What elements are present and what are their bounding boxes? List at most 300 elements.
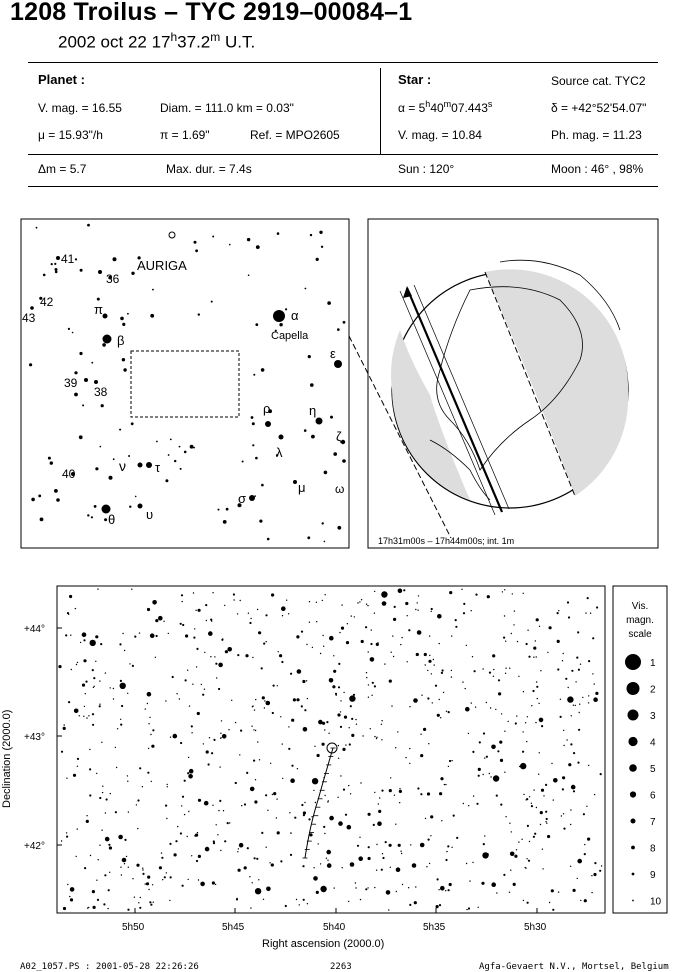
chart-star xyxy=(491,882,496,887)
finder-star xyxy=(30,306,34,310)
finder-star xyxy=(87,224,90,227)
chart-star xyxy=(349,743,351,745)
finder-star xyxy=(277,232,280,235)
chart-star xyxy=(337,713,340,716)
chart-star xyxy=(272,712,274,714)
chart-star xyxy=(436,905,439,908)
chart-star xyxy=(124,839,126,841)
chart-star xyxy=(486,756,488,758)
finder-star xyxy=(94,380,98,384)
chart-star xyxy=(225,650,228,653)
chart-star xyxy=(378,810,381,813)
chart-star xyxy=(456,837,458,839)
chart-star xyxy=(563,745,564,746)
chart-star xyxy=(318,720,323,725)
chart-star xyxy=(389,844,392,847)
finder-star xyxy=(40,518,44,522)
chart-star xyxy=(560,716,562,718)
chart-star xyxy=(269,862,270,863)
xtick-label: 5h35 xyxy=(423,922,446,933)
chart-star xyxy=(263,643,265,645)
chart-star xyxy=(235,722,236,723)
chart-star xyxy=(351,615,352,616)
chart-star xyxy=(261,832,263,834)
chart-star xyxy=(254,857,256,859)
chart-star xyxy=(396,891,397,892)
finder-star-label: β xyxy=(117,333,125,348)
chart-star xyxy=(228,729,229,730)
chart-star xyxy=(418,595,419,596)
chart-star xyxy=(416,653,419,656)
chart-star xyxy=(77,662,78,663)
chart-star xyxy=(61,840,62,841)
chart-star xyxy=(282,743,283,744)
chart-star xyxy=(280,860,282,862)
chart-star xyxy=(505,673,506,674)
chart-star xyxy=(297,768,298,769)
finder-star-label: η xyxy=(309,403,317,418)
chart-star xyxy=(312,647,313,648)
scale-dot xyxy=(632,900,634,902)
chart-star xyxy=(278,651,279,652)
chart-star xyxy=(545,821,546,822)
chart-star xyxy=(374,792,375,793)
chart-star xyxy=(167,786,168,787)
finder-star-label: 40 xyxy=(62,467,76,481)
chart-star xyxy=(120,719,121,720)
chart-star xyxy=(558,610,559,611)
chart-star xyxy=(482,668,483,669)
finder-star xyxy=(333,452,337,456)
finder-star xyxy=(179,446,181,448)
chart-star xyxy=(120,867,121,868)
chart-star xyxy=(356,724,357,725)
chart-star xyxy=(145,708,146,709)
chart-star xyxy=(563,730,564,731)
chart-star xyxy=(239,843,244,848)
chart-star xyxy=(415,886,416,887)
chart-star xyxy=(115,811,117,813)
chart-star xyxy=(580,664,581,665)
chart-star xyxy=(525,722,526,723)
chart-star xyxy=(281,606,286,611)
chart-star xyxy=(70,887,75,892)
chart-star xyxy=(583,813,585,815)
finder-star xyxy=(330,416,333,419)
chart-star xyxy=(99,704,100,705)
chart-star xyxy=(169,843,171,845)
scale-label: 5 xyxy=(650,764,656,775)
chart-star xyxy=(71,669,72,670)
chart-star xyxy=(134,897,135,898)
finder-star xyxy=(138,504,143,509)
chart-star xyxy=(432,702,433,703)
chart-star xyxy=(150,633,155,638)
chart-star xyxy=(370,643,372,645)
chart-star xyxy=(427,697,429,699)
chart-star xyxy=(88,715,89,716)
chart-star xyxy=(326,850,331,855)
finder-star xyxy=(259,520,262,523)
chart-star xyxy=(206,620,207,621)
chart-star xyxy=(122,633,123,634)
chart-star xyxy=(405,757,406,758)
chart-star xyxy=(151,781,152,782)
xtick-label: 5h50 xyxy=(122,922,145,933)
chart-star xyxy=(266,887,271,892)
chart-star xyxy=(483,774,484,775)
chart-star xyxy=(518,676,519,677)
chart-star xyxy=(188,774,193,779)
chart-star xyxy=(127,775,128,776)
chart-star xyxy=(449,760,451,762)
chart-star xyxy=(365,626,367,628)
chart-star xyxy=(587,597,589,599)
chart-star xyxy=(188,811,189,812)
chart-star xyxy=(75,608,76,609)
chart-star xyxy=(266,641,267,642)
chart-star xyxy=(447,845,449,847)
chart-star xyxy=(180,623,182,625)
chart-star xyxy=(128,811,129,812)
chart-star xyxy=(562,788,564,790)
chart-star xyxy=(180,832,182,834)
chart-star xyxy=(449,591,452,594)
chart-star xyxy=(575,705,576,706)
chart-star xyxy=(371,695,372,696)
chart-star xyxy=(70,898,73,901)
chart-star xyxy=(472,862,473,863)
chart-star xyxy=(453,815,455,817)
chart-star xyxy=(127,693,128,694)
chart-star xyxy=(440,886,445,891)
chart-star xyxy=(511,831,512,832)
chart-star xyxy=(288,613,289,614)
chart-star xyxy=(238,869,241,872)
chart-star xyxy=(573,752,575,754)
chart-star xyxy=(313,876,318,881)
chart-star xyxy=(576,657,578,659)
chart-star xyxy=(253,729,254,730)
chart-star xyxy=(208,631,213,636)
chart-star xyxy=(266,701,271,706)
finder-star xyxy=(103,335,112,344)
star-chart-frame xyxy=(57,586,605,913)
chart-star xyxy=(164,876,166,878)
chart-star xyxy=(561,815,562,816)
ytick-label: +44° xyxy=(24,624,45,635)
chart-star xyxy=(139,907,141,909)
chart-star xyxy=(224,605,225,606)
chart-star xyxy=(316,621,317,622)
chart-star xyxy=(449,883,452,886)
chart-star xyxy=(193,637,195,639)
chart-star xyxy=(132,878,133,879)
chart-star xyxy=(431,673,432,674)
chart-star xyxy=(101,742,102,743)
chart-star xyxy=(592,673,593,674)
chart-star xyxy=(309,622,310,623)
chart-star xyxy=(127,909,129,911)
finder-star xyxy=(180,468,182,470)
chart-star xyxy=(451,635,452,636)
finder-star xyxy=(324,541,326,543)
chart-star xyxy=(374,591,375,592)
chart-star xyxy=(168,633,169,634)
chart-star xyxy=(345,814,347,816)
chart-star xyxy=(427,670,428,671)
chart-star xyxy=(361,599,362,600)
chart-star xyxy=(588,765,589,766)
chart-star xyxy=(520,763,526,769)
chart-star xyxy=(489,672,491,674)
finder-star xyxy=(36,227,38,229)
chart-star xyxy=(495,709,496,710)
finder-star-label: υ xyxy=(146,507,154,522)
chart-star xyxy=(350,705,352,707)
chart-star xyxy=(359,601,360,602)
ytick-label: +43° xyxy=(24,732,45,743)
chart-star xyxy=(244,803,246,805)
chart-star xyxy=(271,863,274,866)
chart-star xyxy=(374,887,375,888)
finder-star xyxy=(131,422,134,425)
chart-star xyxy=(239,754,240,755)
chart-star xyxy=(570,743,572,745)
chart-star xyxy=(120,724,122,726)
chart-star xyxy=(420,793,422,795)
chart-star xyxy=(248,613,249,614)
chart-star xyxy=(100,643,102,645)
chart-star xyxy=(258,879,259,880)
chart-star xyxy=(376,738,377,739)
chart-star xyxy=(85,681,87,683)
chart-star xyxy=(221,720,222,721)
finder-star xyxy=(279,435,284,440)
chart-star xyxy=(212,592,213,593)
finder-star xyxy=(94,505,97,508)
chart-star xyxy=(170,876,172,878)
scale-title-line3: scale xyxy=(628,629,652,640)
chart-star xyxy=(529,841,530,842)
chart-star xyxy=(254,709,255,710)
finder-star xyxy=(74,371,77,374)
chart-star xyxy=(528,656,530,658)
finder-star xyxy=(304,429,307,432)
chart-star xyxy=(66,836,68,838)
chart-star xyxy=(120,680,122,682)
chart-star xyxy=(66,832,67,833)
chart-star xyxy=(323,646,324,647)
chart-star xyxy=(451,847,452,848)
chart-star xyxy=(285,905,287,907)
chart-star xyxy=(240,730,242,732)
chart-star xyxy=(437,878,439,880)
chart-star xyxy=(276,798,277,799)
chart-star xyxy=(93,906,96,909)
chart-star xyxy=(439,699,440,700)
chart-star xyxy=(392,635,393,636)
chart-star xyxy=(388,909,389,910)
chart-star xyxy=(398,589,403,594)
finder-star xyxy=(321,246,323,248)
chart-star xyxy=(529,796,530,797)
chart-star xyxy=(371,629,372,630)
sun-elongation: Sun : 120° xyxy=(398,162,455,176)
chart-star xyxy=(280,716,281,717)
finder-star xyxy=(79,352,82,355)
chart-star xyxy=(545,784,547,786)
finder-star xyxy=(285,308,287,310)
chart-star xyxy=(113,698,114,699)
chart-star xyxy=(187,772,189,774)
chart-star xyxy=(70,635,71,636)
chart-star xyxy=(189,705,190,706)
chart-star xyxy=(208,763,210,765)
chart-star xyxy=(355,882,356,883)
chart-star xyxy=(107,908,108,909)
chart-star xyxy=(571,785,576,790)
chart-star xyxy=(538,703,539,704)
chart-star xyxy=(240,600,241,601)
finder-star xyxy=(218,509,220,511)
chart-star xyxy=(191,732,192,733)
chart-star xyxy=(255,779,256,780)
chart-star xyxy=(546,823,547,824)
chart-star xyxy=(329,816,334,821)
finder-star xyxy=(135,496,137,498)
chart-star xyxy=(592,637,594,639)
chart-star xyxy=(553,799,554,800)
chart-star xyxy=(82,632,87,637)
chart-star xyxy=(66,778,67,779)
chart-star xyxy=(297,669,302,674)
ytick-label: +42° xyxy=(24,841,45,852)
chart-star xyxy=(188,757,189,758)
scale-label: 2 xyxy=(650,684,656,696)
chart-star xyxy=(526,643,528,645)
chart-star xyxy=(205,847,210,852)
finder-star-label: θ xyxy=(108,512,116,527)
chart-star xyxy=(337,797,338,798)
chart-star xyxy=(370,728,371,729)
chart-star xyxy=(412,863,417,868)
chart-star xyxy=(289,812,290,813)
finder-star xyxy=(72,332,74,334)
chart-star xyxy=(182,624,184,626)
chart-star xyxy=(399,802,400,803)
chart-star xyxy=(270,763,271,764)
chart-star xyxy=(237,654,239,656)
chart-star xyxy=(250,618,251,619)
chart-star xyxy=(496,795,498,797)
finder-star-label: ζ xyxy=(336,429,342,444)
chart-star xyxy=(451,670,452,671)
finder-star xyxy=(316,258,319,261)
planet-vmag: V. mag. = 16.55 xyxy=(38,101,122,115)
chart-star xyxy=(166,818,167,819)
finder-star xyxy=(168,454,170,456)
chart-star xyxy=(526,799,527,800)
chart-star xyxy=(90,640,96,646)
chart-star xyxy=(439,792,442,795)
chart-star xyxy=(588,660,590,662)
chart-star xyxy=(472,656,473,657)
finder-star xyxy=(101,404,104,407)
chart-star xyxy=(446,851,447,852)
chart-star xyxy=(342,748,345,751)
chart-star xyxy=(184,780,186,782)
finder-star xyxy=(120,317,124,321)
chart-star xyxy=(549,902,550,903)
chart-star xyxy=(570,824,571,825)
chart-star xyxy=(468,805,469,806)
finder-star xyxy=(146,462,152,468)
chart-star xyxy=(505,641,506,642)
chart-star xyxy=(527,825,529,827)
finder-star xyxy=(265,421,271,427)
chart-star xyxy=(201,684,202,685)
chart-star xyxy=(511,633,512,634)
chart-star xyxy=(478,775,480,777)
finder-star xyxy=(256,245,260,249)
chart-star xyxy=(80,642,81,643)
chart-star xyxy=(110,793,111,794)
chart-star xyxy=(585,612,586,613)
chart-star xyxy=(109,846,112,849)
finder-star xyxy=(55,271,58,274)
chart-star xyxy=(350,862,355,867)
chart-star xyxy=(472,751,474,753)
chart-star xyxy=(468,907,470,909)
chart-star xyxy=(288,726,289,727)
finder-star xyxy=(75,258,77,260)
finder-star xyxy=(327,301,331,305)
finder-star-label: 42 xyxy=(40,295,54,309)
chart-star xyxy=(365,888,367,890)
chart-star xyxy=(216,677,217,678)
chart-star xyxy=(244,866,247,869)
chart-star xyxy=(115,747,116,748)
chart-star xyxy=(218,810,219,811)
chart-star xyxy=(414,901,417,904)
finder-star xyxy=(194,241,197,244)
chart-star xyxy=(318,843,319,844)
finder-star xyxy=(319,231,322,234)
scale-dot xyxy=(628,710,639,721)
chart-star xyxy=(503,637,505,639)
chart-star xyxy=(103,903,105,905)
chart-star xyxy=(343,789,345,791)
chart-star xyxy=(249,876,250,877)
chart-star xyxy=(312,778,318,784)
chart-star xyxy=(255,888,261,894)
chart-star xyxy=(400,644,401,645)
finder-star xyxy=(229,244,231,246)
chart-star xyxy=(271,593,274,596)
chart-star xyxy=(489,773,490,774)
scale-title-line1: Vis. xyxy=(631,601,649,612)
chart-star xyxy=(478,907,479,908)
finder-star xyxy=(104,518,107,521)
chart-star xyxy=(84,867,86,869)
chart-star xyxy=(197,832,198,833)
chart-star xyxy=(108,844,110,846)
chart-star xyxy=(455,626,457,628)
finder-star xyxy=(334,360,342,368)
planet-diameter: Diam. = 111.0 km = 0.03" xyxy=(160,101,294,115)
chart-star xyxy=(526,741,527,742)
